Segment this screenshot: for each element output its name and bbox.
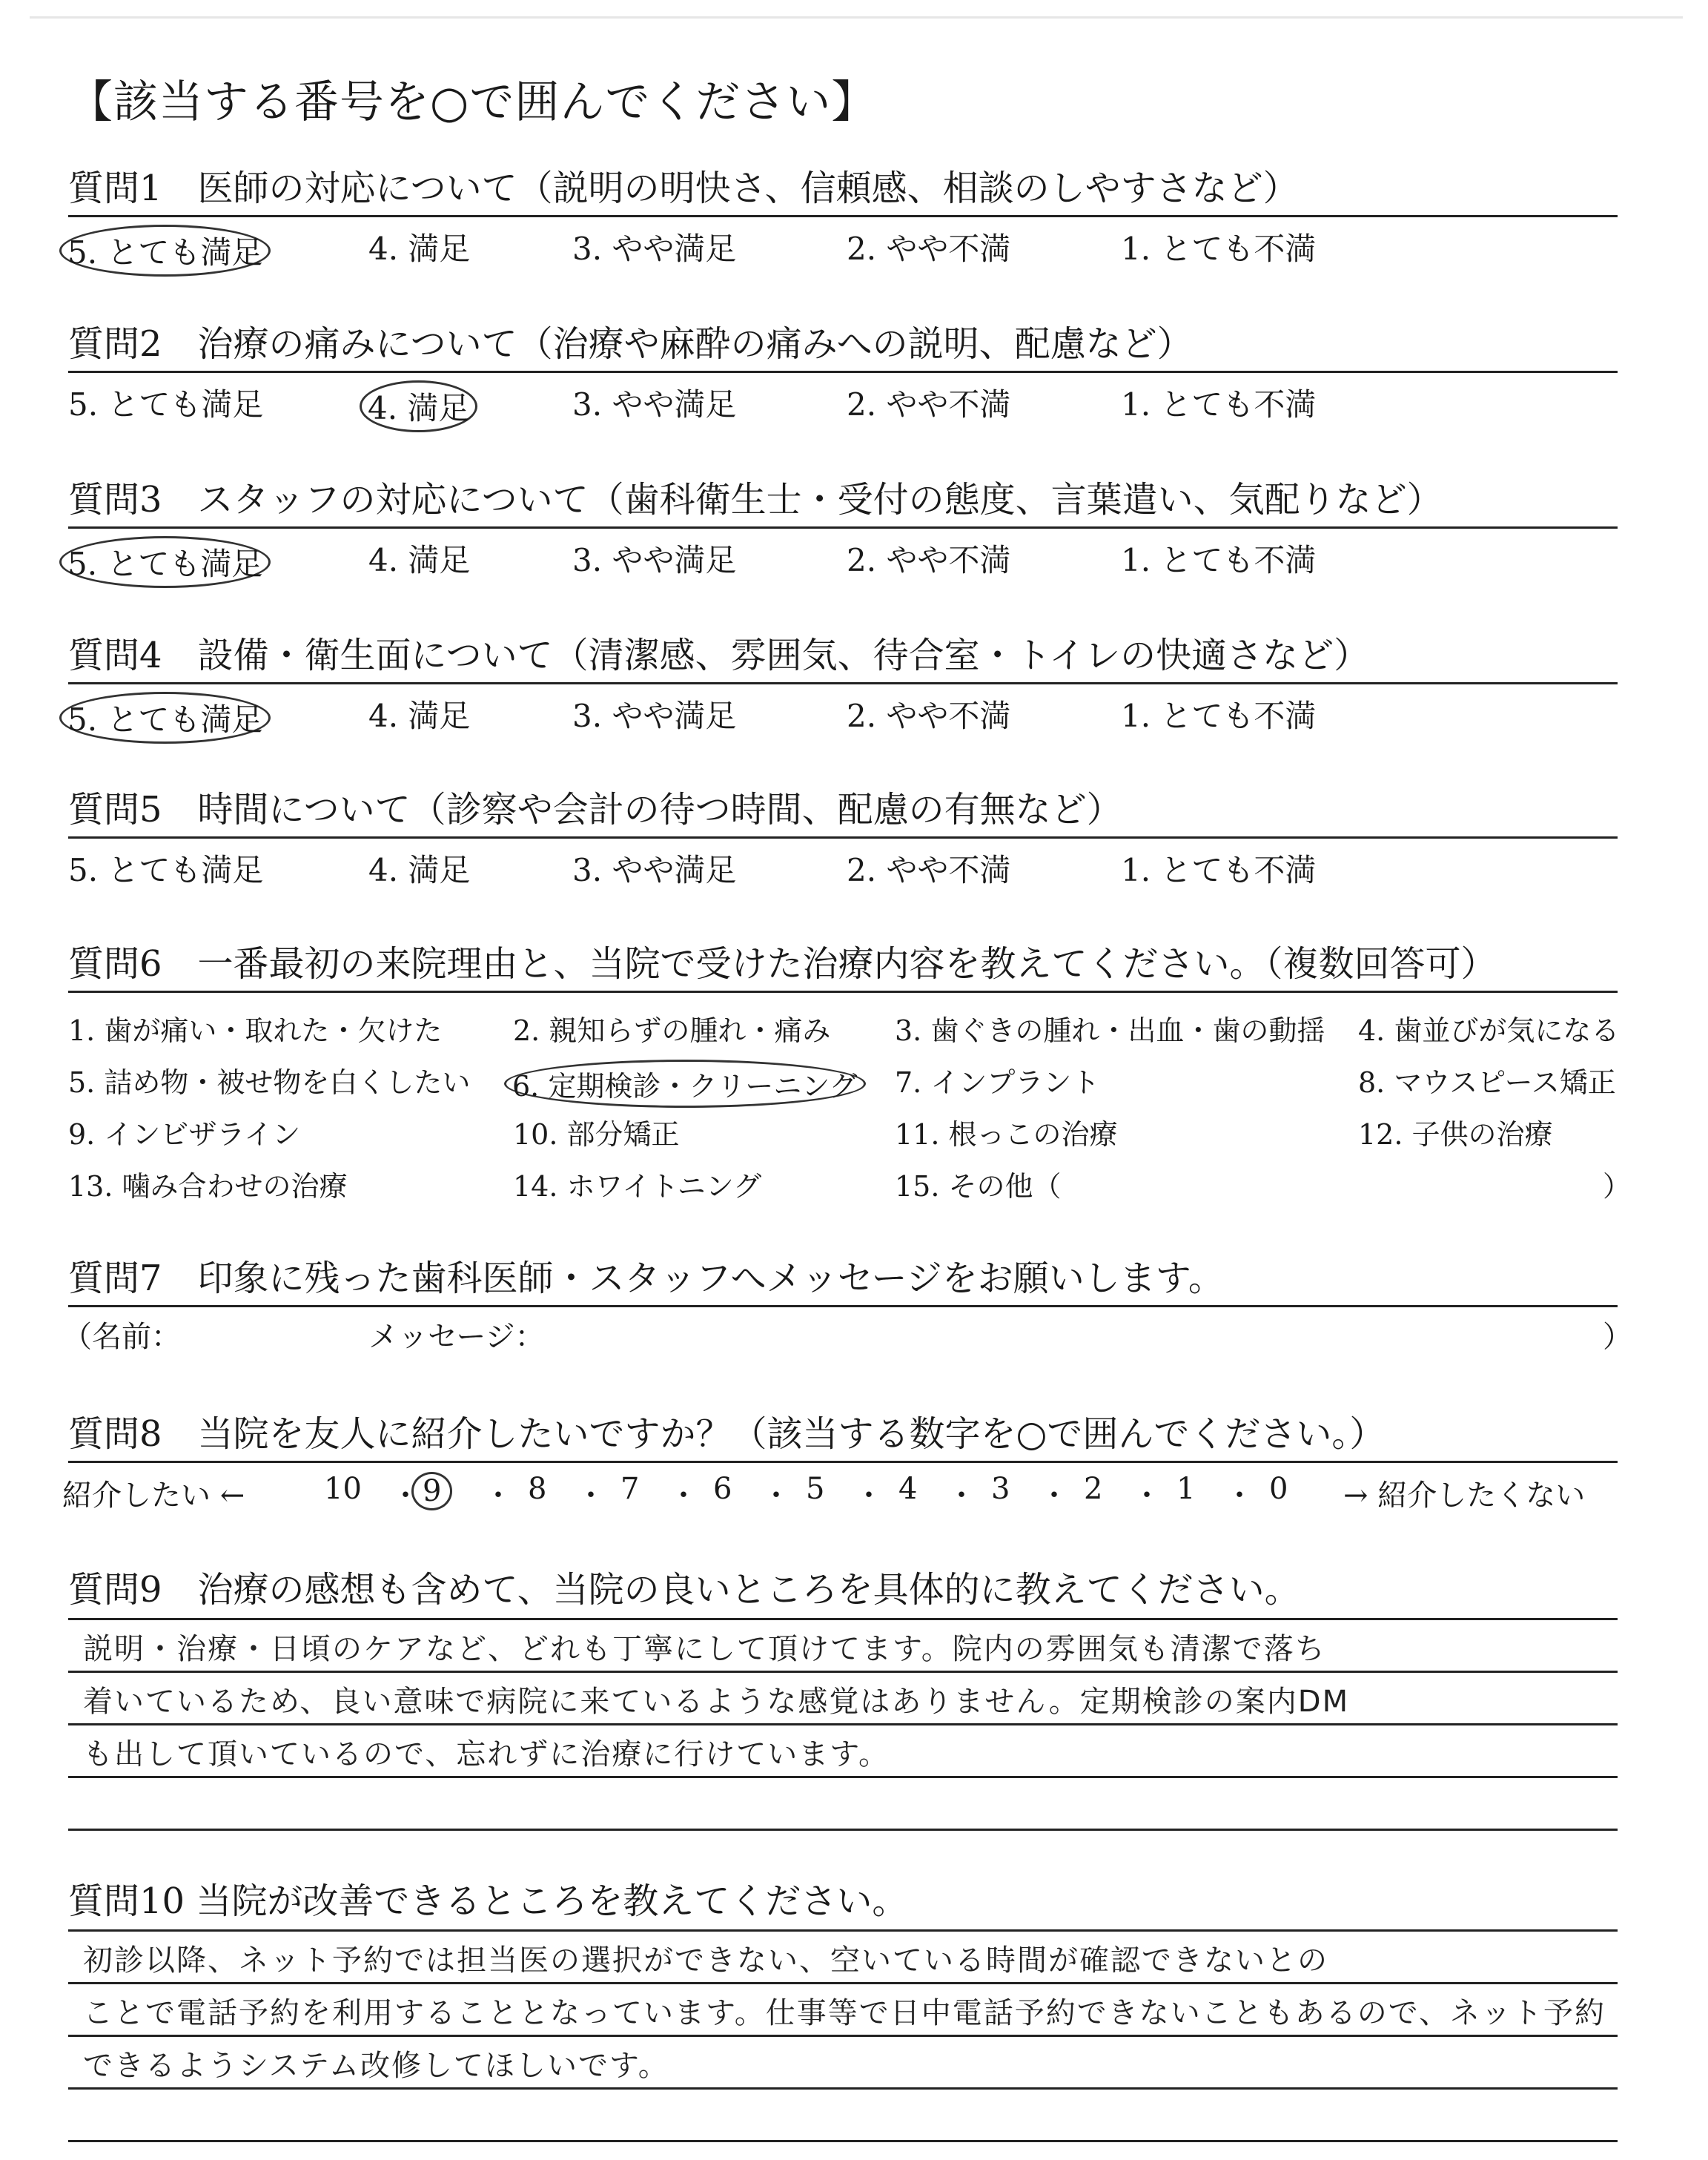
question-9 bbox=[68, 1565, 1618, 1831]
scale-left-label: 紹介したい ← bbox=[62, 1479, 245, 1513]
answer-line bbox=[68, 1725, 1618, 1778]
scale-5[interactable]: 5 bbox=[806, 1472, 825, 1506]
option-4-selected[interactable]: 4. 満足 bbox=[360, 380, 477, 432]
option-3[interactable]: 3. やや満足 bbox=[572, 852, 737, 888]
question-5 bbox=[68, 785, 1618, 891]
other-close-paren: ） bbox=[1603, 1170, 1632, 1203]
option-4[interactable]: 4. 満足 bbox=[368, 852, 471, 888]
scale-9-selected[interactable]: 9 bbox=[411, 1472, 452, 1510]
option-1[interactable]: 1. とても不満 bbox=[1121, 386, 1317, 423]
scale-2[interactable]: 2 bbox=[1084, 1472, 1103, 1506]
question-7 bbox=[62, 1253, 1632, 1354]
option-1[interactable]: 1. とても不満 bbox=[1121, 542, 1317, 578]
treatment-option-13[interactable]: 13. 噛み合わせの治療 bbox=[68, 1170, 348, 1203]
question-heading: 質問7 印象に残った歯科医師・スタッフへメッセージをお願いします。 bbox=[68, 1258, 1224, 1299]
option-3[interactable]: 3. やや満足 bbox=[572, 386, 737, 423]
option-5-selected[interactable]: 5. とても満足 bbox=[59, 692, 271, 744]
question-1 bbox=[68, 163, 1618, 269]
page-title: 【該当する番号を○で囲んでください】 bbox=[68, 76, 877, 128]
scale-7[interactable]: 7 bbox=[620, 1472, 640, 1506]
option-2[interactable]: 2. やや不満 bbox=[847, 698, 1011, 734]
scale-separator: ・ bbox=[761, 1479, 791, 1513]
treatment-option-8[interactable]: 8. マウスピース矯正 bbox=[1358, 1066, 1616, 1099]
option-1[interactable]: 1. とても不満 bbox=[1121, 231, 1317, 267]
answer-line bbox=[68, 2037, 1618, 2090]
question-8 bbox=[62, 1409, 1618, 1515]
handwritten-text: ことで電話予約を利用することとなっています。仕事等で日中電話予約できないこともあるので、ネット予約 bbox=[83, 1996, 1606, 2030]
answer-line bbox=[68, 1984, 1618, 2037]
rating-options bbox=[68, 217, 1618, 269]
option-5-selected[interactable]: 5. とても満足 bbox=[59, 225, 271, 277]
scale-separator: ・ bbox=[947, 1479, 976, 1513]
scale-3[interactable]: 3 bbox=[991, 1472, 1010, 1506]
answer-area[interactable] bbox=[68, 1618, 1618, 1831]
treatment-option-4[interactable]: 4. 歯並びが気になる bbox=[1358, 1014, 1620, 1047]
scale-separator: ・ bbox=[854, 1479, 884, 1513]
scale-right-label: → 紹介したくない bbox=[1343, 1479, 1586, 1513]
option-5-selected[interactable]: 5. とても満足 bbox=[59, 536, 271, 588]
treatment-option-12[interactable]: 12. 子供の治療 bbox=[1358, 1118, 1553, 1151]
handwritten-text: 初診以降、ネット予約では担当医の選択ができない、空いている時間が確認できないとの bbox=[83, 1943, 1328, 1978]
scale-10[interactable]: 10 bbox=[324, 1472, 362, 1506]
scale-separator: ・ bbox=[1225, 1479, 1254, 1513]
option-4[interactable]: 4. 満足 bbox=[368, 231, 471, 267]
option-4[interactable]: 4. 満足 bbox=[368, 542, 471, 578]
treatment-option-1[interactable]: 1. 歯が痛い・取れた・欠けた bbox=[68, 1014, 443, 1047]
treatment-option-2[interactable]: 2. 親知らずの腫れ・痛み bbox=[513, 1014, 831, 1047]
handwritten-text: 説明・治療・日頃のケアなど、どれも丁寧にして頂けてます。院内の雰囲気も清潔で落ち bbox=[83, 1632, 1326, 1666]
scale-separator: ・ bbox=[391, 1479, 420, 1513]
rating-options bbox=[68, 684, 1618, 736]
answer-line bbox=[68, 2090, 1618, 2142]
answer-line bbox=[68, 1673, 1618, 1725]
message-close-paren: ） bbox=[1603, 1320, 1632, 1354]
option-1[interactable]: 1. とても不満 bbox=[1121, 852, 1317, 888]
option-1[interactable]: 1. とても不満 bbox=[1121, 698, 1317, 734]
option-5[interactable]: 5. とても満足 bbox=[68, 386, 264, 423]
treatment-options bbox=[68, 993, 1632, 1215]
option-2[interactable]: 2. やや不満 bbox=[847, 542, 1011, 578]
handwritten-text: 着いているため、良い意味で病院に来ているような感覚はありません。定期検診の案内DM bbox=[83, 1685, 1350, 1719]
rating-options bbox=[68, 373, 1618, 425]
option-5[interactable]: 5. とても満足 bbox=[68, 852, 264, 888]
question-heading: 質問9 治療の感想も含めて、当院の良いところを具体的に教えてください。 bbox=[68, 1569, 1300, 1611]
scale-6[interactable]: 6 bbox=[713, 1472, 732, 1506]
question-heading: 質問8 当院を友人に紹介したいですか？（該当する数字を○で囲んでください。） bbox=[68, 1413, 1386, 1455]
name-field-label[interactable]: （名前： bbox=[62, 1320, 181, 1354]
scale-separator: ・ bbox=[1132, 1479, 1162, 1513]
message-field-label[interactable]: メッセージ： bbox=[368, 1320, 545, 1354]
scale-4[interactable]: 4 bbox=[898, 1472, 918, 1506]
rating-options bbox=[68, 839, 1618, 891]
answer-line bbox=[68, 1618, 1618, 1673]
scale-separator: ・ bbox=[1039, 1479, 1069, 1513]
treatment-option-6-selected[interactable]: 6. 定期検診・クリーニング bbox=[504, 1060, 866, 1108]
scale-separator: ・ bbox=[669, 1479, 698, 1513]
scale-1[interactable]: 1 bbox=[1176, 1472, 1196, 1506]
question-6 bbox=[68, 939, 1632, 1215]
option-3[interactable]: 3. やや満足 bbox=[572, 542, 737, 578]
scale-separator: ・ bbox=[483, 1479, 513, 1513]
question-heading: 質問2 治療の痛みについて（治療や麻酔の痛みへの説明、配慮など） bbox=[68, 323, 1193, 365]
scale-separator: ・ bbox=[576, 1479, 606, 1513]
scale-0[interactable]: 0 bbox=[1269, 1472, 1288, 1506]
question-heading: 質問5 時間について（診察や会計の待つ時間、配慮の有無など） bbox=[68, 789, 1122, 830]
answer-area[interactable] bbox=[68, 1929, 1618, 2142]
option-2[interactable]: 2. やや不満 bbox=[847, 386, 1011, 423]
question-heading: 質問3 スタッフの対応について（歯科衛生士・受付の態度、言葉遣い、気配りなど） bbox=[68, 479, 1443, 521]
handwritten-text: も出して頂いているので、忘れずに治療に行けています。 bbox=[83, 1737, 890, 1771]
treatment-option-14[interactable]: 14. ホワイトニング bbox=[513, 1170, 762, 1203]
question-heading: 質問1 医師の対応について（説明の明快さ、信頼感、相談のしやすさなど） bbox=[68, 168, 1299, 209]
rating-options bbox=[68, 529, 1618, 581]
message-fields bbox=[62, 1307, 1632, 1354]
option-2[interactable]: 2. やや不満 bbox=[847, 852, 1011, 888]
question-heading: 質問4 設備・衛生面について（清潔感、雰囲気、待合室・トイレの快適さなど） bbox=[68, 635, 1370, 676]
question-heading: 質問6 一番最初の来院理由と、当院で受けた治療内容を教えてください。（複数回答可） bbox=[68, 943, 1497, 985]
treatment-option-5[interactable]: 5. 詰め物・被せ物を白くしたい bbox=[68, 1066, 471, 1099]
scale-8[interactable]: 8 bbox=[528, 1472, 547, 1506]
treatment-option-10[interactable]: 10. 部分矯正 bbox=[513, 1118, 680, 1151]
answer-line bbox=[68, 1778, 1618, 1831]
top-border bbox=[30, 16, 1683, 19]
treatment-option-3[interactable]: 3. 歯ぐきの腫れ・出血・歯の動揺 bbox=[895, 1014, 1325, 1047]
option-4[interactable]: 4. 満足 bbox=[368, 698, 471, 734]
treatment-option-11[interactable]: 11. 根っこの治療 bbox=[895, 1118, 1118, 1151]
treatment-option-7[interactable]: 7. インプラント bbox=[895, 1066, 1100, 1099]
question-4 bbox=[68, 630, 1618, 736]
answer-line bbox=[68, 1929, 1618, 1984]
recommendation-scale bbox=[62, 1463, 1618, 1515]
question-10 bbox=[68, 1876, 1618, 2142]
question-2 bbox=[68, 319, 1618, 425]
option-3[interactable]: 3. やや満足 bbox=[572, 698, 737, 734]
option-2[interactable]: 2. やや不満 bbox=[847, 231, 1011, 267]
treatment-option-15[interactable]: 15. その他（ bbox=[895, 1170, 1062, 1203]
treatment-option-9[interactable]: 9. インビザライン bbox=[68, 1118, 301, 1151]
question-heading: 質問10 当院が改善できるところを教えてください。 bbox=[68, 1880, 908, 1922]
handwritten-text: できるようシステム改修してほしいです。 bbox=[83, 2049, 669, 2083]
option-3[interactable]: 3. やや満足 bbox=[572, 231, 737, 267]
question-3 bbox=[68, 475, 1618, 581]
